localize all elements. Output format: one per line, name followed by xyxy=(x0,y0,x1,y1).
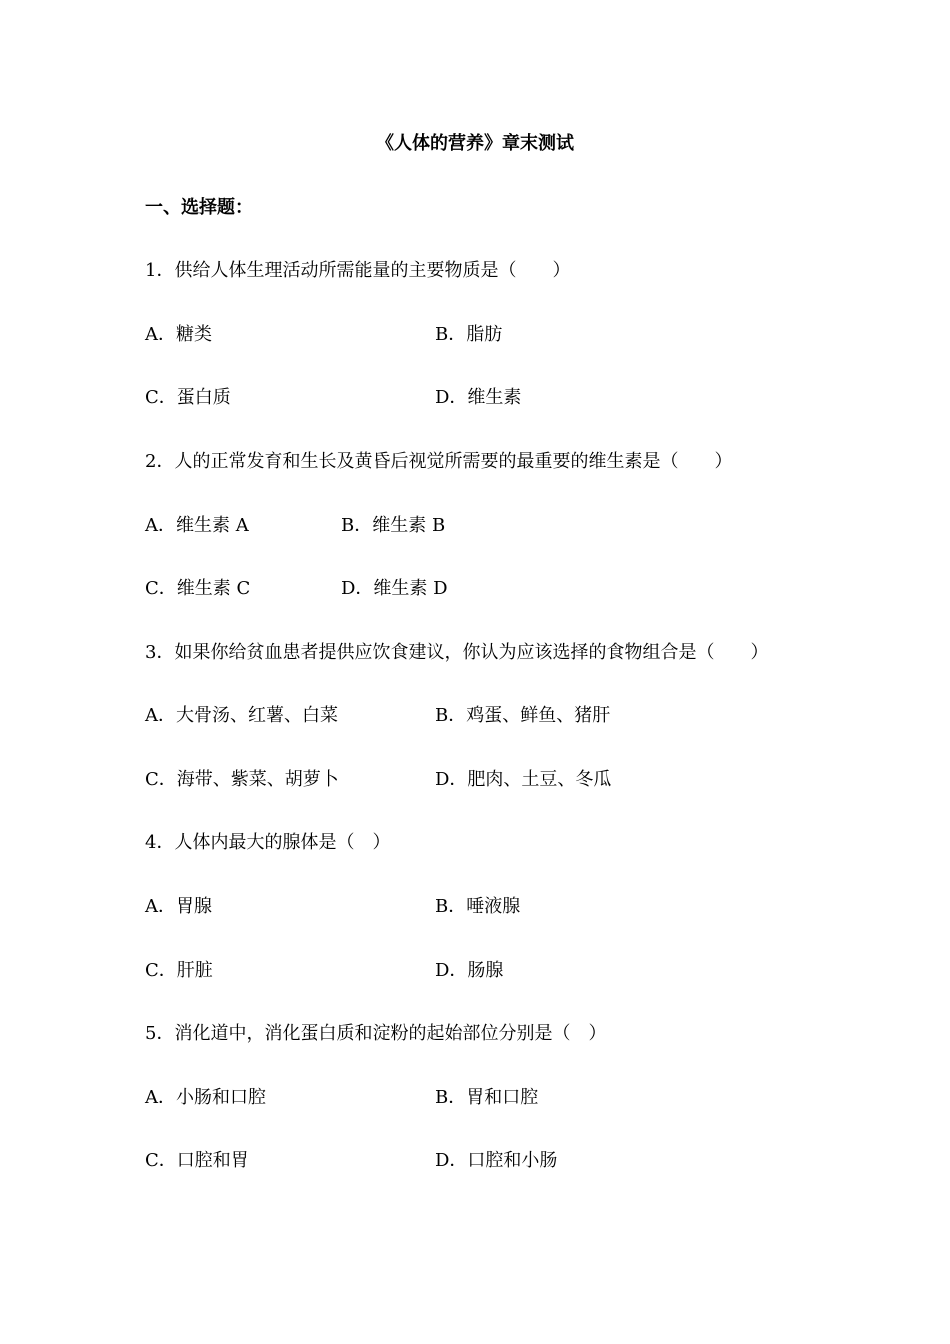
question-1-option-d: D．维生素 xyxy=(435,387,522,408)
question-3-option-c: C．海带、紫菜、胡萝卜 xyxy=(145,769,339,790)
question-4-stem: 4．人体内最大的腺体是（ ） xyxy=(145,832,391,853)
question-4-option-b: B．唾液腺 xyxy=(435,896,521,917)
question-3-option-d: D．肥肉、土豆、冬瓜 xyxy=(435,769,612,790)
question-1-option-c: C．蛋白质 xyxy=(145,387,231,408)
question-2-option-d: D．维生素 D xyxy=(341,578,448,599)
question-2-option-c: C．维生素 C xyxy=(145,578,251,599)
question-2-option-a: A．维生素 A xyxy=(145,515,249,536)
question-5-option-a: A．小肠和口腔 xyxy=(145,1087,266,1108)
question-1-stem: 1．供给人体生理活动所需能量的主要物质是（ ） xyxy=(145,260,571,281)
question-3-stem: 3．如果你给贫血患者提供应饮食建议，你认为应该选择的食物组合是（ ） xyxy=(145,642,769,663)
question-5-option-b: B．胃和口腔 xyxy=(435,1087,539,1108)
question-5-stem: 5．消化道中，消化蛋白质和淀粉的起始部位分别是（ ） xyxy=(145,1023,607,1044)
question-3-option-a: A．大骨汤、红薯、白菜 xyxy=(145,705,338,726)
question-5-option-d: D．口腔和小肠 xyxy=(435,1150,558,1171)
question-1-option-b: B．脂肪 xyxy=(435,324,503,345)
section-heading: 一、选择题： xyxy=(145,197,253,218)
question-3-option-b: B．鸡蛋、鲜鱼、猪肝 xyxy=(435,705,611,726)
document-title: 《人体的营养》章末测试 xyxy=(376,133,574,154)
question-2-option-b: B．维生素 B xyxy=(341,515,446,536)
question-1-option-a: A．糖类 xyxy=(145,324,212,345)
question-2-stem: 2．人的正常发育和生长及黄昏后视觉所需要的最重要的维生素是（ ） xyxy=(145,451,733,472)
question-4-option-d: D．肠腺 xyxy=(435,960,504,981)
question-4-option-c: C．肝脏 xyxy=(145,960,213,981)
question-4-option-a: A．胃腺 xyxy=(145,896,212,917)
question-5-option-c: C．口腔和胃 xyxy=(145,1150,249,1171)
